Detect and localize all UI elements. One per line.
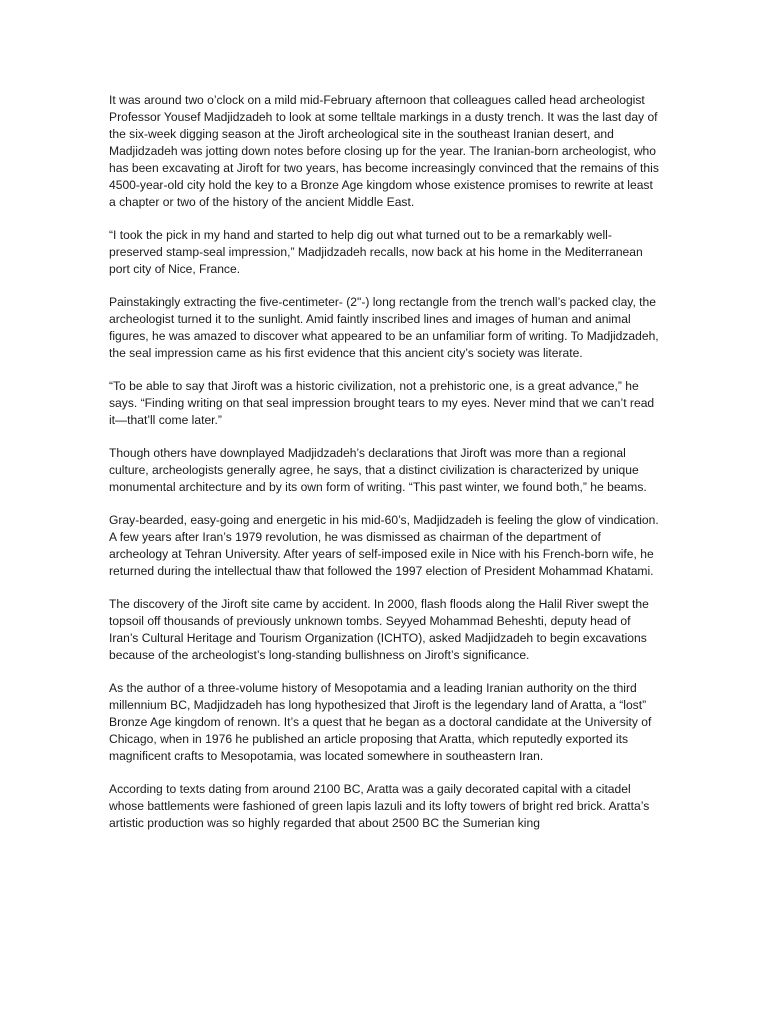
paragraph: Painstakingly extracting the five-centimeter- (2"-) long rectangle from the trench wall’s packed clay, the archeologist turned it to the sunlight. Amid faintly inscribed lines and images of human and animal figures, he was amazed to discover what appeared to be an unfamiliar form of writing. To Madjidzadeh, the seal impression came as his first evidence that this ancient city’s society was literate. [109, 295, 659, 360]
paragraph: It was around two o’clock on a mild mid-February afternoon that colleagues called head archeologist Professor Yousef Madjidzadeh to look at some telltale markings in a dusty trench. It was the last day of the six-week digging season at the Jiroft archeological site in the southeast Iranian desert, and Madjidzadeh was jotting down notes before closing up for the year. The Iranian-born archeologist, who has been excavating at Jiroft for two years, has become increasingly convinced that the remains of this 4500-year-old city hold the key to a Bronze Age kingdom whose existence promises to rewrite at least a chapter or two of the history of the ancient Middle East. [109, 93, 659, 209]
paragraph: As the author of a three-volume history of Mesopotamia and a leading Iranian authority on the third millennium BC, Madjidzadeh has long hypothesized that Jiroft is the legendary land of Aratta, a “lost” Bronze Age kingdom of renown. It’s a quest that he began as a doctoral candidate at the University of Chicago, when in 1976 he published an article proposing that Aratta, which reputedly exported its magnificent crafts to Mesopotamia, was located somewhere in southeastern Iran. [109, 681, 652, 763]
paragraph: “To be able to say that Jiroft was a historic civilization, not a prehistoric one, is a great advance,” he says. “Finding writing on that seal impression brought tears to my eyes. Never mind that we can’t read it—that’ll come later.” [109, 379, 655, 427]
article-body [109, 92, 659, 848]
paragraph: The discovery of the Jiroft site came by accident. In 2000, flash floods along the Halil River swept the topsoil off thousands of previously unknown tombs. Seyyed Mohammad Beheshti, deputy head of Iran’s Cultural Heritage and Tourism Organization (ICHTO), asked Madjidzadeh to begin excavations because of the archeologist’s long-standing bullishness on Jiroft’s significance. [109, 597, 649, 662]
paragraph: Though others have downplayed Madjidzadeh’s declarations that Jiroft was more than a regional culture, archeologists generally agree, he says, that a distinct civilization is characterized by unique monumental architecture and by its own form of writing. “This past winter, we found both,” he beams. [109, 446, 647, 494]
paragraph: Gray-bearded, easy-going and energetic in his mid-60’s, Madjidzadeh is feeling the glow of vindication. A few years after Iran’s 1979 revolution, he was dismissed as chairman of the department of archeology at Tehran University. After years of self-imposed exile in Nice with his French-born wife, he returned during the intellectual thaw that followed the 1997 election of President Mohammad Khatami. [109, 513, 659, 578]
paragraph: “I took the pick in my hand and started to help dig out what turned out to be a remarkably well-preserved stamp-seal impression,” Madjidzadeh recalls, now back at his home in the Mediterranean port city of Nice, France. [109, 228, 643, 276]
paragraph: According to texts dating from around 2100 BC, Aratta was a gaily decorated capital with a citadel whose battlements were fashioned of green lapis lazuli and its lofty towers of bright red brick. Aratta’s artistic production was so highly regarded that about 2500 BC the Sumerian king [109, 782, 650, 830]
